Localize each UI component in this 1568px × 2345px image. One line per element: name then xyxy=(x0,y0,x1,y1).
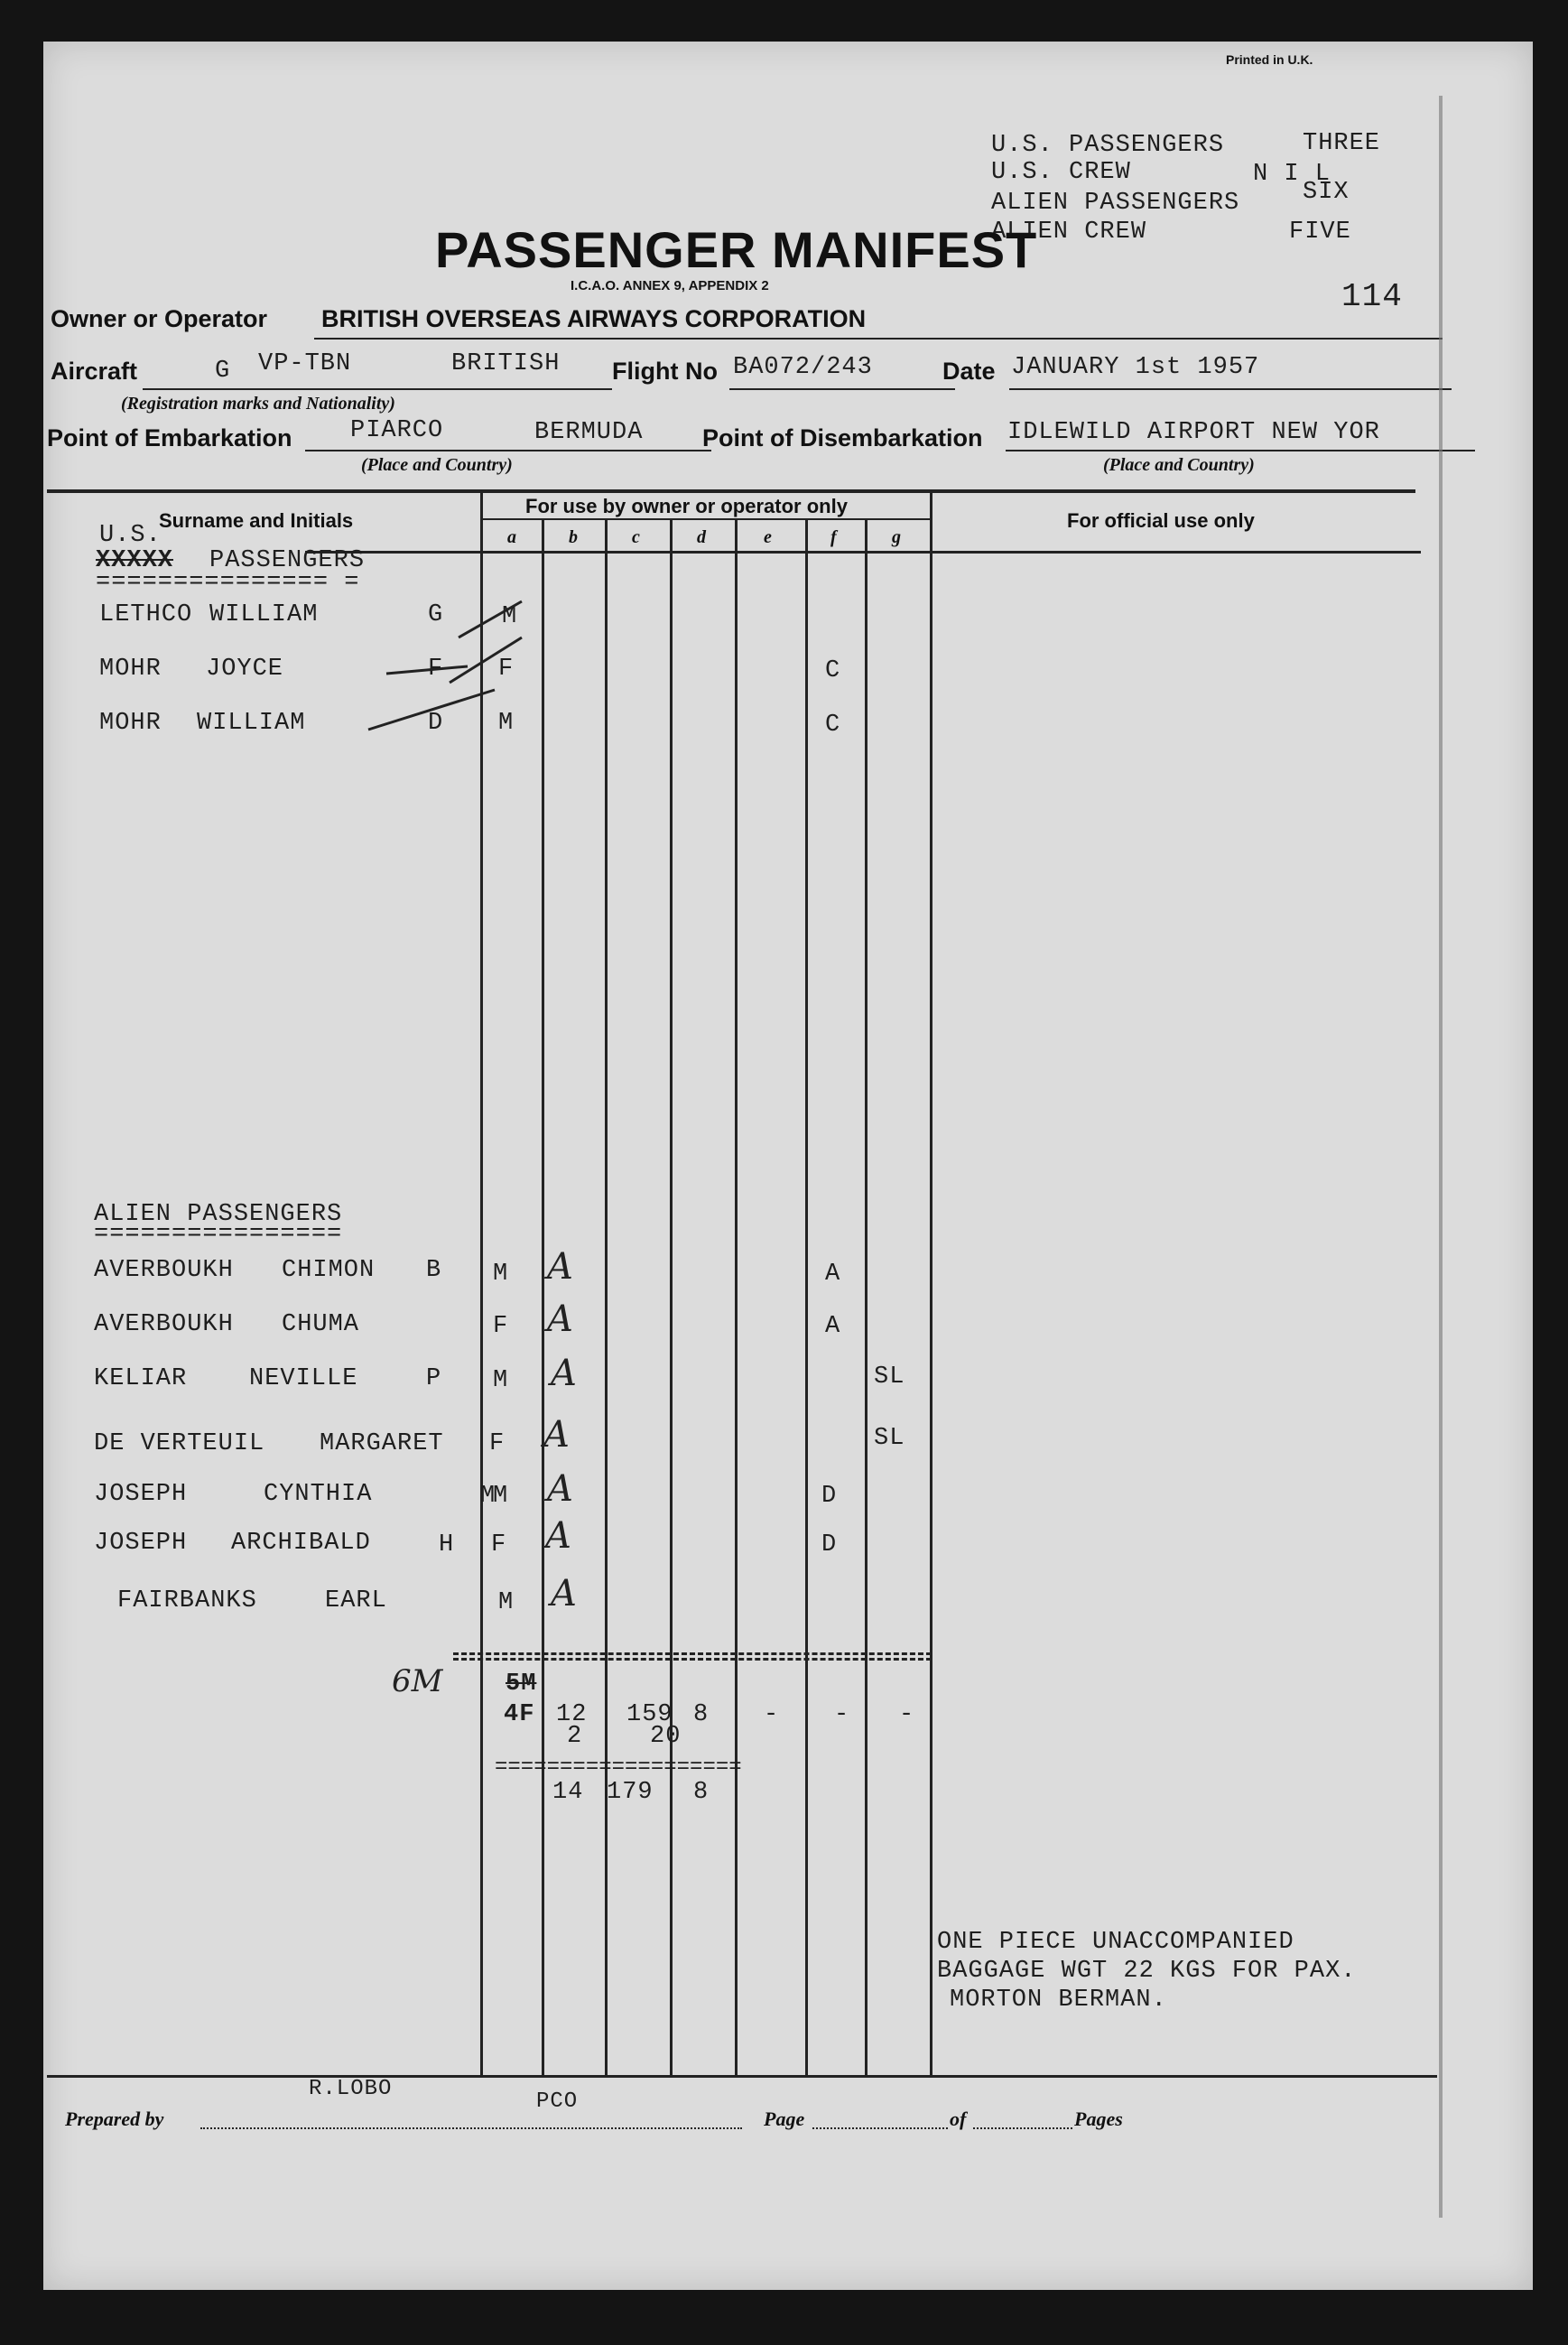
passenger-initial: B xyxy=(426,1257,442,1284)
passenger-col-f: A xyxy=(825,1313,841,1340)
totals-c-bottom: 20 xyxy=(650,1723,682,1750)
us-section-struck: XXXXX xyxy=(96,547,174,574)
totals-hand-note: 6M xyxy=(392,1663,443,1699)
official-column-header: For official use only xyxy=(1067,509,1255,532)
totals-separator xyxy=(453,1652,932,1657)
passenger-col-a: F xyxy=(491,1531,507,1559)
totals-g: - xyxy=(899,1701,915,1728)
totals-b-bottom: 2 xyxy=(567,1723,583,1750)
passenger-initial: H xyxy=(439,1531,455,1559)
passenger-given-name: CYNTHIA xyxy=(264,1481,373,1508)
summary-value: N I L xyxy=(1253,161,1331,188)
prepared-by-station: PCO xyxy=(536,2089,579,2114)
passenger-surname: MOHR xyxy=(99,656,162,683)
alien-section-title: ALIEN PASSENGERS xyxy=(94,1201,343,1228)
manifest-sheet xyxy=(43,42,1533,2290)
passenger-col-f: A xyxy=(825,1261,841,1288)
aircraft-prefix: G xyxy=(215,358,231,385)
summary-label: U.S. PASSENGERS xyxy=(991,132,1225,159)
aircraft-nationality: BRITISH xyxy=(451,350,561,377)
passenger-given-name: EARL xyxy=(325,1587,387,1615)
remark-line: BAGGAGE WGT 22 KGS FOR PAX. xyxy=(937,1958,1357,1985)
owner-rule xyxy=(314,338,1443,340)
aircraft-note: (Registration marks and Nationality) xyxy=(121,394,395,414)
passenger-given-name: CHUMA xyxy=(282,1311,360,1338)
us-section-underline: =============== = xyxy=(96,569,360,596)
scan-edge xyxy=(1439,96,1443,2218)
operator-col-a: a xyxy=(507,527,516,547)
operator-col-e: e xyxy=(764,527,772,547)
totals-final-d: 8 xyxy=(693,1779,710,1806)
passenger-col-b: A xyxy=(547,1246,573,1288)
passenger-given-name: ARCHIBALD xyxy=(231,1530,371,1557)
operator-col-f: f xyxy=(830,527,837,547)
aircraft-label: Aircraft xyxy=(51,358,138,385)
flight-label: Flight No xyxy=(612,358,718,385)
passenger-initial: F xyxy=(428,656,444,683)
summary-value: SIX xyxy=(1303,179,1350,206)
owner-value: BRITISH OVERSEAS AIRWAYS CORPORATION xyxy=(321,305,867,332)
totals-e: - xyxy=(764,1701,780,1728)
totals-f: - xyxy=(834,1701,850,1728)
page-number: 114 xyxy=(1341,278,1403,315)
passenger-col-a: M xyxy=(498,1589,515,1616)
passenger-col-a: M xyxy=(493,1261,509,1288)
operator-col-c: c xyxy=(632,527,640,547)
totals-b-top: 12 xyxy=(556,1701,588,1728)
name-column-header: Surname and Initials xyxy=(159,509,354,532)
column-rule xyxy=(930,493,932,2075)
column-rule xyxy=(865,520,868,2075)
us-section-prefix: U.S. xyxy=(99,522,162,549)
passenger-col-a: M xyxy=(493,1483,509,1510)
passenger-col-b: A xyxy=(547,1468,573,1510)
passenger-col-b: A xyxy=(545,1515,571,1557)
passenger-given-name: MARGARET xyxy=(320,1430,444,1457)
disembarkation-rule xyxy=(1006,450,1475,451)
totals-final-c: 179 xyxy=(607,1779,654,1806)
totals-separator xyxy=(453,1658,932,1662)
passenger-col-g: SL xyxy=(874,1363,905,1391)
remark-line: MORTON BERMAN. xyxy=(950,1987,1167,2014)
passenger-col-a: F xyxy=(498,656,515,683)
totals-final-b: 14 xyxy=(552,1779,584,1806)
operator-column-header: For use by owner or operator only xyxy=(525,495,848,517)
passenger-surname: AVERBOUKH xyxy=(94,1311,234,1338)
passenger-given-name: WILLIAM xyxy=(209,601,319,628)
totals-a: 4F xyxy=(504,1701,535,1728)
of-rule xyxy=(973,2127,1072,2130)
passenger-col-f: D xyxy=(821,1531,838,1559)
passenger-col-a: M xyxy=(498,710,515,737)
passenger-initial: F xyxy=(489,1430,506,1457)
remark-line: ONE PIECE UNACCOMPANIED xyxy=(937,1929,1294,1956)
passenger-col-f: C xyxy=(825,712,841,739)
us-section-title: PASSENGERS xyxy=(209,547,366,574)
passenger-surname: JOSEPH xyxy=(94,1530,188,1557)
table-bottom-rule xyxy=(47,2075,1437,2078)
passenger-initial: D xyxy=(428,710,444,737)
passenger-col-b: A xyxy=(543,1414,570,1456)
operator-col-g: g xyxy=(892,527,901,547)
passenger-surname: JOSEPH xyxy=(94,1481,188,1508)
passenger-col-a: F xyxy=(493,1313,509,1340)
table-top-rule xyxy=(47,489,1415,493)
embarkation-place: PIARCO xyxy=(350,417,444,444)
passenger-given-name: WILLIAM xyxy=(197,710,306,737)
disembarkation-value: IDLEWILD AIRPORT NEW YOR xyxy=(1007,419,1380,446)
summary-value: THREE xyxy=(1303,130,1381,157)
column-rule xyxy=(805,520,808,2075)
passenger-given-name: CHIMON xyxy=(282,1257,376,1284)
passenger-col-a: M xyxy=(493,1367,509,1394)
prepared-by-label: Prepared by xyxy=(65,2108,164,2130)
passenger-surname: KELIAR xyxy=(94,1365,188,1392)
pages-label: Pages xyxy=(1074,2108,1123,2130)
page-subtitle: I.C.A.O. ANNEX 9, APPENDIX 2 xyxy=(571,278,769,293)
column-rule xyxy=(735,520,738,2075)
table-header-rule xyxy=(305,551,1421,554)
summary-value: FIVE xyxy=(1289,219,1351,246)
owner-label: Owner or Operator xyxy=(51,305,268,332)
embarkation-rule xyxy=(305,450,711,451)
totals-c-top: 159 xyxy=(626,1701,673,1728)
of-label: of xyxy=(950,2108,967,2130)
prepared-by-name: R.LOBO xyxy=(309,2077,393,2101)
page-label: Page xyxy=(764,2108,805,2130)
summary-label: ALIEN PASSENGERS xyxy=(991,190,1240,217)
embarkation-note: (Place and Country) xyxy=(361,455,513,475)
aircraft-rule xyxy=(143,388,612,390)
passenger-col-a: M xyxy=(502,603,518,630)
aircraft-registration: VP-TBN xyxy=(258,350,352,377)
date-rule xyxy=(1009,388,1452,390)
summary-label: U.S. CREW xyxy=(991,159,1131,186)
printer-mark: Printed in U.K. xyxy=(1226,52,1313,67)
passenger-initial: M xyxy=(480,1483,496,1510)
disembarkation-label: Point of Disembarkation xyxy=(702,424,983,451)
passenger-col-b: A xyxy=(551,1573,577,1615)
alien-section-underline: ================ xyxy=(94,1221,343,1248)
flight-number: BA072/243 xyxy=(733,354,873,381)
operator-subheader-rule xyxy=(480,518,932,520)
passenger-surname: LETHCO xyxy=(99,601,193,628)
operator-col-d: d xyxy=(697,527,706,547)
passenger-surname: AVERBOUKH xyxy=(94,1257,234,1284)
passenger-initial: P xyxy=(426,1365,442,1392)
passenger-surname: MOHR xyxy=(99,710,162,737)
page-title: PASSENGER MANIFEST xyxy=(435,221,1038,278)
passenger-surname: FAIRBANKS xyxy=(117,1587,257,1615)
totals-double-rule: =================== xyxy=(495,1755,742,1780)
passenger-col-b: A xyxy=(551,1353,577,1394)
prepared-by-rule xyxy=(200,2127,742,2130)
passenger-given-name: NEVILLE xyxy=(249,1365,358,1392)
disembarkation-note: (Place and Country) xyxy=(1103,455,1255,475)
column-rule xyxy=(605,520,608,2075)
page-rule xyxy=(812,2127,948,2130)
passenger-col-b: A xyxy=(547,1298,573,1340)
embarkation-label: Point of Embarkation xyxy=(47,424,292,451)
summary-label: ALIEN CREW xyxy=(991,219,1147,246)
date-label: Date xyxy=(942,358,996,385)
passenger-surname: DE VERTEUIL xyxy=(94,1430,265,1457)
passenger-col-f: D xyxy=(821,1483,838,1510)
operator-col-b: b xyxy=(569,527,578,547)
flight-rule xyxy=(729,388,955,390)
passenger-col-g: SL xyxy=(874,1425,905,1452)
date-value: JANUARY 1st 1957 xyxy=(1011,354,1260,381)
passenger-initial: G xyxy=(428,601,444,628)
passenger-given-name: JOYCE xyxy=(206,656,284,683)
totals-a-struck: 5M xyxy=(506,1670,537,1698)
passenger-col-f: C xyxy=(825,657,841,684)
embarkation-country: BERMUDA xyxy=(534,419,644,446)
handwritten-strokes xyxy=(314,583,549,782)
column-rule xyxy=(670,520,673,2075)
totals-d: 8 xyxy=(693,1701,710,1728)
